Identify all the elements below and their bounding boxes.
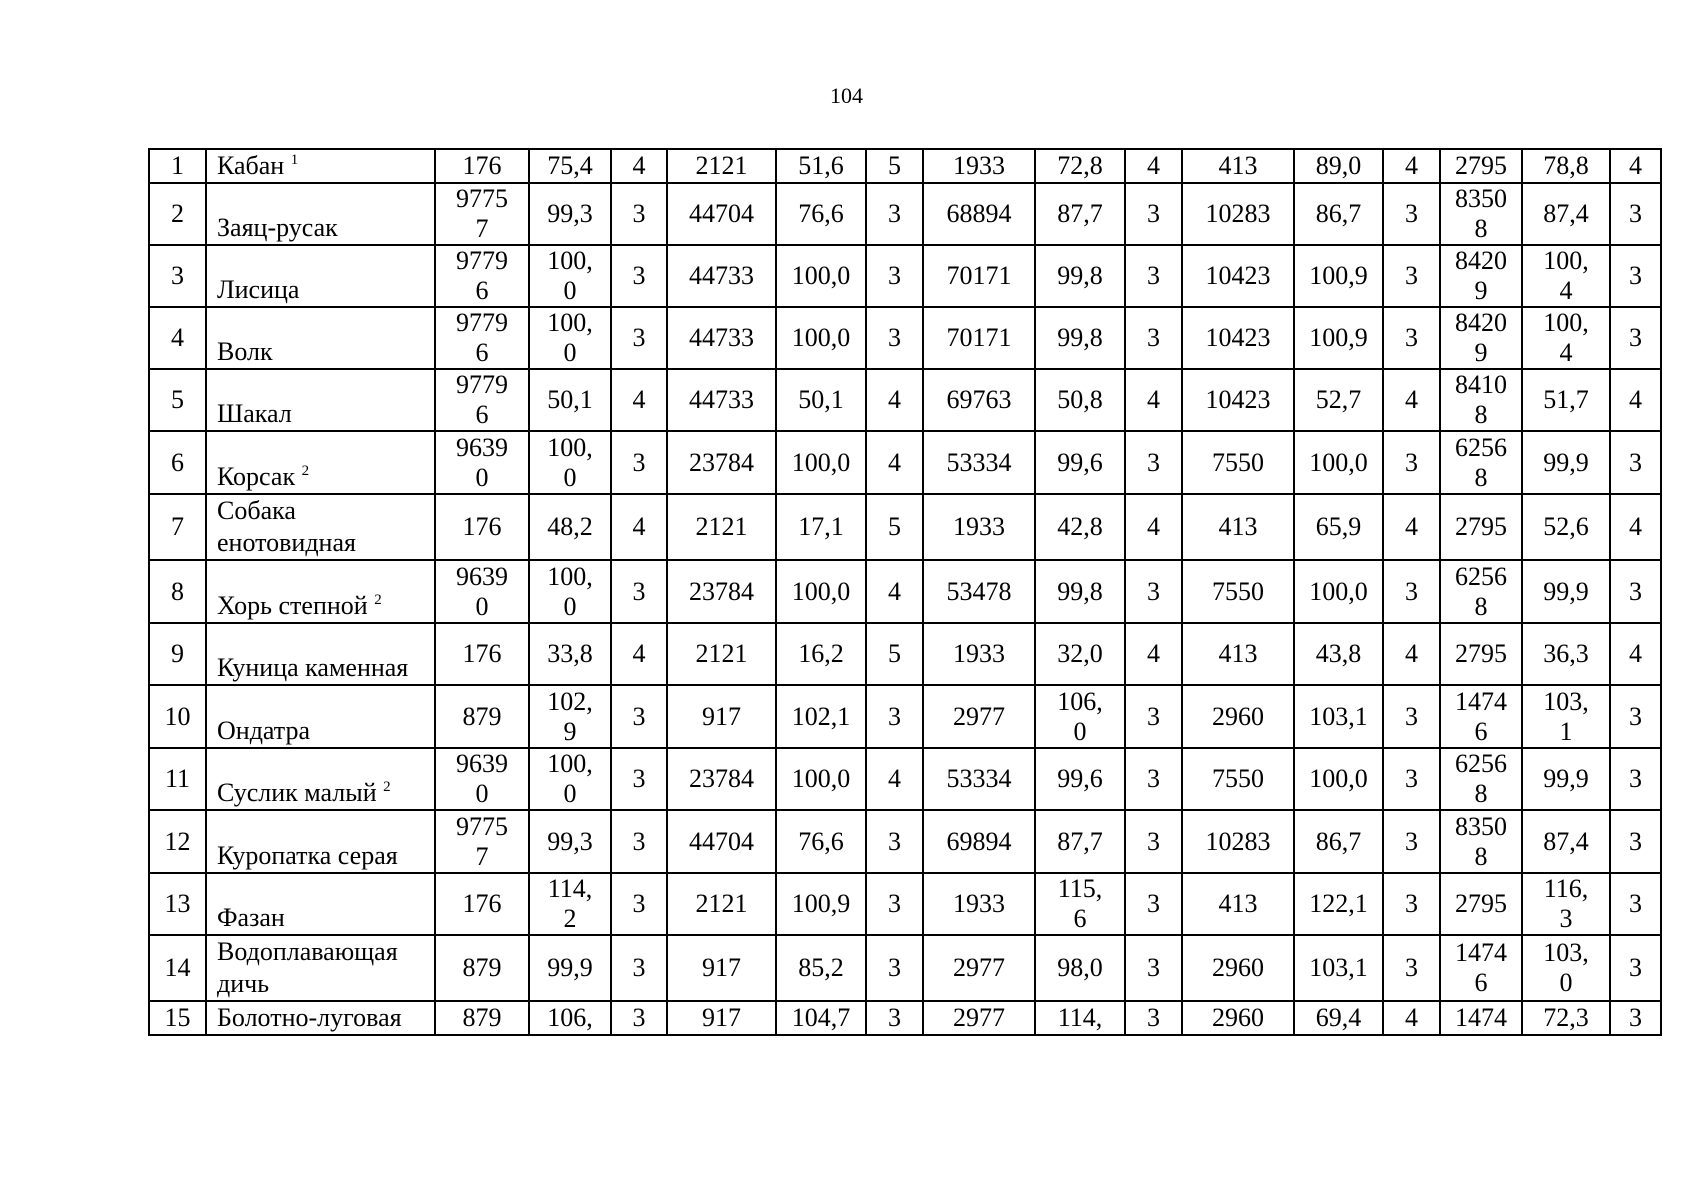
value-cell: 3 [1383,183,1440,245]
species-name: Ондатра [217,716,311,745]
value-cell: 106, [529,1001,611,1035]
value-cell: 9639 0 [435,431,529,494]
value-cell: 86,7 [1294,183,1383,245]
value-cell: 51,7 [1522,369,1610,431]
species-name: Куропатка серая [217,841,398,870]
value-cell: 2121 [667,149,776,183]
value-cell: 100, 0 [529,560,611,623]
value-cell: 86,7 [1294,810,1383,873]
species-name: Волк [217,337,273,366]
value-cell: 917 [667,685,776,748]
value-cell: 9639 0 [435,748,529,810]
value-cell: 99,6 [1035,431,1125,494]
value-cell: 106, 0 [1035,685,1125,748]
value-cell: 2121 [667,623,776,685]
value-cell: 9775 7 [435,810,529,873]
species-name: Лисица [217,275,300,304]
value-cell: 100,9 [1294,245,1383,307]
value-cell: 87,4 [1522,183,1610,245]
value-cell: 3 [611,748,667,810]
value-cell: 3 [1610,183,1661,245]
species-name-cell [206,560,435,623]
value-cell: 413 [1182,149,1294,183]
row-number-cell: 1 [149,149,206,183]
species-name-cell [206,748,435,810]
table-row [149,1001,1661,1035]
value-cell: 50,8 [1035,369,1125,431]
value-cell: 17,1 [776,494,866,560]
value-cell: 5 [866,149,923,183]
value-cell: 10423 [1182,369,1294,431]
value-cell: 75,4 [529,149,611,183]
value-cell: 3 [1383,685,1440,748]
value-cell: 3 [1125,307,1182,369]
value-cell: 3 [866,307,923,369]
value-cell: 9779 6 [435,307,529,369]
row-number-cell: 7 [149,494,206,560]
table-row [149,748,1661,810]
value-cell: 10283 [1182,183,1294,245]
value-cell: 413 [1182,873,1294,935]
value-cell: 1933 [923,494,1035,560]
value-cell: 114, [1035,1001,1125,1035]
row-number-cell: 6 [149,431,206,494]
value-cell: 9639 0 [435,560,529,623]
value-cell: 89,0 [1294,149,1383,183]
value-cell: 3 [866,935,923,1001]
value-cell: 42,8 [1035,494,1125,560]
value-cell: 2795 [1440,494,1522,560]
row-number-cell: 8 [149,560,206,623]
value-cell: 3 [1383,560,1440,623]
value-cell: 4 [866,369,923,431]
value-cell: 10283 [1182,810,1294,873]
row-number-cell: 13 [149,873,206,935]
value-cell: 3 [1383,935,1440,1001]
value-cell: 3 [1125,560,1182,623]
value-cell: 104,7 [776,1001,866,1035]
value-cell: 917 [667,935,776,1001]
value-cell: 4 [1383,1001,1440,1035]
value-cell: 53478 [923,560,1035,623]
species-name-cell [206,810,435,873]
value-cell: 7550 [1182,748,1294,810]
value-cell: 53334 [923,748,1035,810]
species-name: Болотно-луговая [217,1003,402,1032]
value-cell: 6256 8 [1440,560,1522,623]
value-cell: 23784 [667,560,776,623]
value-cell: 102, 9 [529,685,611,748]
value-cell: 70171 [923,245,1035,307]
value-cell: 3 [866,183,923,245]
species-name-cell [206,685,435,748]
value-cell: 3 [611,935,667,1001]
value-cell: 52,6 [1522,494,1610,560]
value-cell: 3 [1610,685,1661,748]
value-cell: 100,0 [776,245,866,307]
value-cell: 4 [1383,369,1440,431]
value-cell: 99,3 [529,183,611,245]
value-cell: 99,9 [529,935,611,1001]
value-cell: 3 [611,873,667,935]
value-cell: 99,9 [1522,748,1610,810]
value-cell: 176 [435,149,529,183]
value-cell: 122,1 [1294,873,1383,935]
value-cell: 8420 9 [1440,307,1522,369]
table-row [149,245,1661,307]
table-row [149,431,1661,494]
value-cell: 1474 6 [1440,935,1522,1001]
value-cell: 3 [866,1001,923,1035]
value-cell: 3 [1125,935,1182,1001]
species-name-cell [206,307,435,369]
value-cell: 7550 [1182,560,1294,623]
value-cell: 413 [1182,623,1294,685]
table-row [149,494,1661,560]
value-cell: 10423 [1182,245,1294,307]
value-cell: 2121 [667,873,776,935]
value-cell: 1474 6 [1440,685,1522,748]
value-cell: 2960 [1182,1001,1294,1035]
value-cell: 50,1 [776,369,866,431]
row-number-cell: 3 [149,245,206,307]
value-cell: 52,7 [1294,369,1383,431]
value-cell: 2121 [667,494,776,560]
value-cell: 115, 6 [1035,873,1125,935]
value-cell: 99,9 [1522,431,1610,494]
value-cell: 3 [866,245,923,307]
row-number-cell: 4 [149,307,206,369]
table-row [149,810,1661,873]
value-cell: 100, 0 [529,431,611,494]
value-cell: 3 [1125,431,1182,494]
row-number-cell: 10 [149,685,206,748]
value-cell: 100, 4 [1522,307,1610,369]
value-cell: 2960 [1182,935,1294,1001]
value-cell: 114, 2 [529,873,611,935]
value-cell: 1933 [923,149,1035,183]
value-cell: 100, 0 [529,748,611,810]
value-cell: 3 [1383,431,1440,494]
value-cell: 3 [1610,431,1661,494]
value-cell: 48,2 [529,494,611,560]
footnote-marker: 2 [383,779,391,795]
page-number: 104 [830,83,863,108]
value-cell: 4 [611,369,667,431]
row-number-cell: 12 [149,810,206,873]
value-cell: 3 [1610,748,1661,810]
species-name: Кабан [217,151,285,180]
species-name: Фазан [217,903,285,932]
value-cell: 176 [435,623,529,685]
value-cell: 9775 7 [435,183,529,245]
value-cell: 99,6 [1035,748,1125,810]
value-cell: 3 [1125,183,1182,245]
value-cell: 53334 [923,431,1035,494]
game-species-table [148,148,1662,1036]
value-cell: 3 [1610,873,1661,935]
value-cell: 103, 1 [1522,685,1610,748]
value-cell: 3 [1610,935,1661,1001]
species-name: Корсак [217,462,296,491]
value-cell: 100,0 [776,748,866,810]
table-row [149,149,1661,183]
value-cell: 23784 [667,748,776,810]
value-cell: 3 [611,183,667,245]
row-number-cell: 15 [149,1001,206,1035]
value-cell: 100,9 [1294,307,1383,369]
value-cell: 100,0 [776,307,866,369]
value-cell: 3 [1125,245,1182,307]
value-cell: 3 [866,810,923,873]
value-cell: 3 [1383,307,1440,369]
value-cell: 69894 [923,810,1035,873]
species-name-cell [206,245,435,307]
species-name: Шакал [217,399,292,428]
value-cell: 100,0 [1294,560,1383,623]
value-cell: 4 [1383,494,1440,560]
value-cell: 102,1 [776,685,866,748]
value-cell: 879 [435,685,529,748]
value-cell: 23784 [667,431,776,494]
species-name: Собака енотовидная [217,496,356,557]
value-cell: 3 [1610,307,1661,369]
value-cell: 6256 8 [1440,431,1522,494]
value-cell: 44704 [667,183,776,245]
value-cell: 3 [1610,560,1661,623]
value-cell: 5 [866,623,923,685]
value-cell: 176 [435,873,529,935]
footnote-marker: 1 [290,152,299,168]
value-cell: 99,8 [1035,245,1125,307]
value-cell: 7550 [1182,431,1294,494]
value-cell: 8350 8 [1440,183,1522,245]
species-name: Суслик малый [217,778,377,807]
value-cell: 879 [435,1001,529,1035]
value-cell: 3 [611,431,667,494]
value-cell: 3 [1383,810,1440,873]
value-cell: 3 [866,873,923,935]
value-cell: 36,3 [1522,623,1610,685]
species-name: Водоплавающая дичь [217,937,398,998]
value-cell: 4 [866,431,923,494]
value-cell: 103,1 [1294,935,1383,1001]
value-cell: 2795 [1440,873,1522,935]
value-cell: 16,2 [776,623,866,685]
value-cell: 99,8 [1035,307,1125,369]
value-cell: 4 [1125,369,1182,431]
value-cell: 44733 [667,369,776,431]
species-name: Куница каменная [217,653,409,682]
row-number-cell: 5 [149,369,206,431]
value-cell: 1933 [923,623,1035,685]
value-cell: 2795 [1440,149,1522,183]
species-name-cell [206,431,435,494]
value-cell: 879 [435,935,529,1001]
species-name: Хорь степной [217,591,368,620]
value-cell: 3 [1125,810,1182,873]
value-cell: 4 [1383,149,1440,183]
value-cell: 69,4 [1294,1001,1383,1035]
value-cell: 4 [1125,494,1182,560]
value-cell: 33,8 [529,623,611,685]
value-cell: 3 [866,685,923,748]
species-name-cell [206,494,435,560]
value-cell: 100, 0 [529,245,611,307]
table-row [149,685,1661,748]
species-name: Заяц-русак [217,213,338,242]
value-cell: 65,9 [1294,494,1383,560]
species-name-cell [206,149,435,183]
table-row [149,935,1661,1001]
value-cell: 3 [611,1001,667,1035]
value-cell: 99,9 [1522,560,1610,623]
value-cell: 4 [1610,369,1661,431]
value-cell: 4 [611,494,667,560]
value-cell: 2977 [923,685,1035,748]
value-cell: 32,0 [1035,623,1125,685]
value-cell: 51,6 [776,149,866,183]
table-row [149,560,1661,623]
value-cell: 3 [611,245,667,307]
species-name-cell [206,873,435,935]
value-cell: 100, 4 [1522,245,1610,307]
value-cell: 9779 6 [435,369,529,431]
value-cell: 44733 [667,245,776,307]
value-cell: 4 [1610,149,1661,183]
value-cell: 99,3 [529,810,611,873]
value-cell: 100,0 [1294,748,1383,810]
table-row [149,873,1661,935]
value-cell: 98,0 [1035,935,1125,1001]
value-cell: 2795 [1440,623,1522,685]
value-cell: 8410 8 [1440,369,1522,431]
value-cell: 87,7 [1035,183,1125,245]
value-cell: 4 [1610,494,1661,560]
value-cell: 44733 [667,307,776,369]
value-cell: 4 [866,748,923,810]
value-cell: 10423 [1182,307,1294,369]
value-cell: 4 [1610,623,1661,685]
value-cell: 8350 8 [1440,810,1522,873]
footnote-marker: 2 [374,592,382,608]
value-cell: 3 [611,307,667,369]
table-row [149,307,1661,369]
value-cell: 4 [866,560,923,623]
row-number-cell: 14 [149,935,206,1001]
value-cell: 70171 [923,307,1035,369]
value-cell: 3 [1383,873,1440,935]
value-cell: 87,4 [1522,810,1610,873]
row-number-cell: 11 [149,748,206,810]
value-cell: 85,2 [776,935,866,1001]
value-cell: 103, 0 [1522,935,1610,1001]
value-cell: 3 [1383,245,1440,307]
value-cell: 3 [1610,245,1661,307]
value-cell: 100,0 [1294,431,1383,494]
table-row [149,369,1661,431]
value-cell: 44704 [667,810,776,873]
footnote-marker: 2 [301,463,310,479]
value-cell: 2960 [1182,685,1294,748]
species-name-cell [206,935,435,1001]
species-name-cell [206,623,435,685]
value-cell: 3 [1610,1001,1661,1035]
value-cell: 3 [1125,748,1182,810]
value-cell: 917 [667,1001,776,1035]
value-cell: 1933 [923,873,1035,935]
value-cell: 3 [1125,685,1182,748]
value-cell: 103,1 [1294,685,1383,748]
value-cell: 5 [866,494,923,560]
table-row [149,623,1661,685]
value-cell: 4 [611,149,667,183]
value-cell: 78,8 [1522,149,1610,183]
value-cell: 3 [611,810,667,873]
value-cell: 76,6 [776,183,866,245]
value-cell: 1474 [1440,1001,1522,1035]
value-cell: 3 [1125,873,1182,935]
value-cell: 3 [1125,1001,1182,1035]
species-name-cell [206,369,435,431]
value-cell: 3 [1383,748,1440,810]
value-cell: 9779 6 [435,245,529,307]
value-cell: 3 [611,685,667,748]
value-cell: 50,1 [529,369,611,431]
value-cell: 69763 [923,369,1035,431]
value-cell: 72,8 [1035,149,1125,183]
value-cell: 100,0 [776,560,866,623]
value-cell: 72,3 [1522,1001,1610,1035]
value-cell: 2977 [923,1001,1035,1035]
value-cell: 2977 [923,935,1035,1001]
value-cell: 99,8 [1035,560,1125,623]
value-cell: 8420 9 [1440,245,1522,307]
table-row [149,183,1661,245]
value-cell: 4 [611,623,667,685]
row-number-cell: 2 [149,183,206,245]
row-number-cell: 9 [149,623,206,685]
value-cell: 116, 3 [1522,873,1610,935]
value-cell: 3 [1610,810,1661,873]
value-cell: 100, 0 [529,307,611,369]
value-cell: 87,7 [1035,810,1125,873]
value-cell: 4 [1125,149,1182,183]
value-cell: 4 [1383,623,1440,685]
value-cell: 43,8 [1294,623,1383,685]
value-cell: 76,6 [776,810,866,873]
value-cell: 176 [435,494,529,560]
value-cell: 3 [611,560,667,623]
species-name-cell [206,183,435,245]
value-cell: 413 [1182,494,1294,560]
value-cell: 4 [1125,623,1182,685]
value-cell: 100,0 [776,431,866,494]
value-cell: 6256 8 [1440,748,1522,810]
value-cell: 100,9 [776,873,866,935]
species-name-cell [206,1001,435,1035]
value-cell: 68894 [923,183,1035,245]
